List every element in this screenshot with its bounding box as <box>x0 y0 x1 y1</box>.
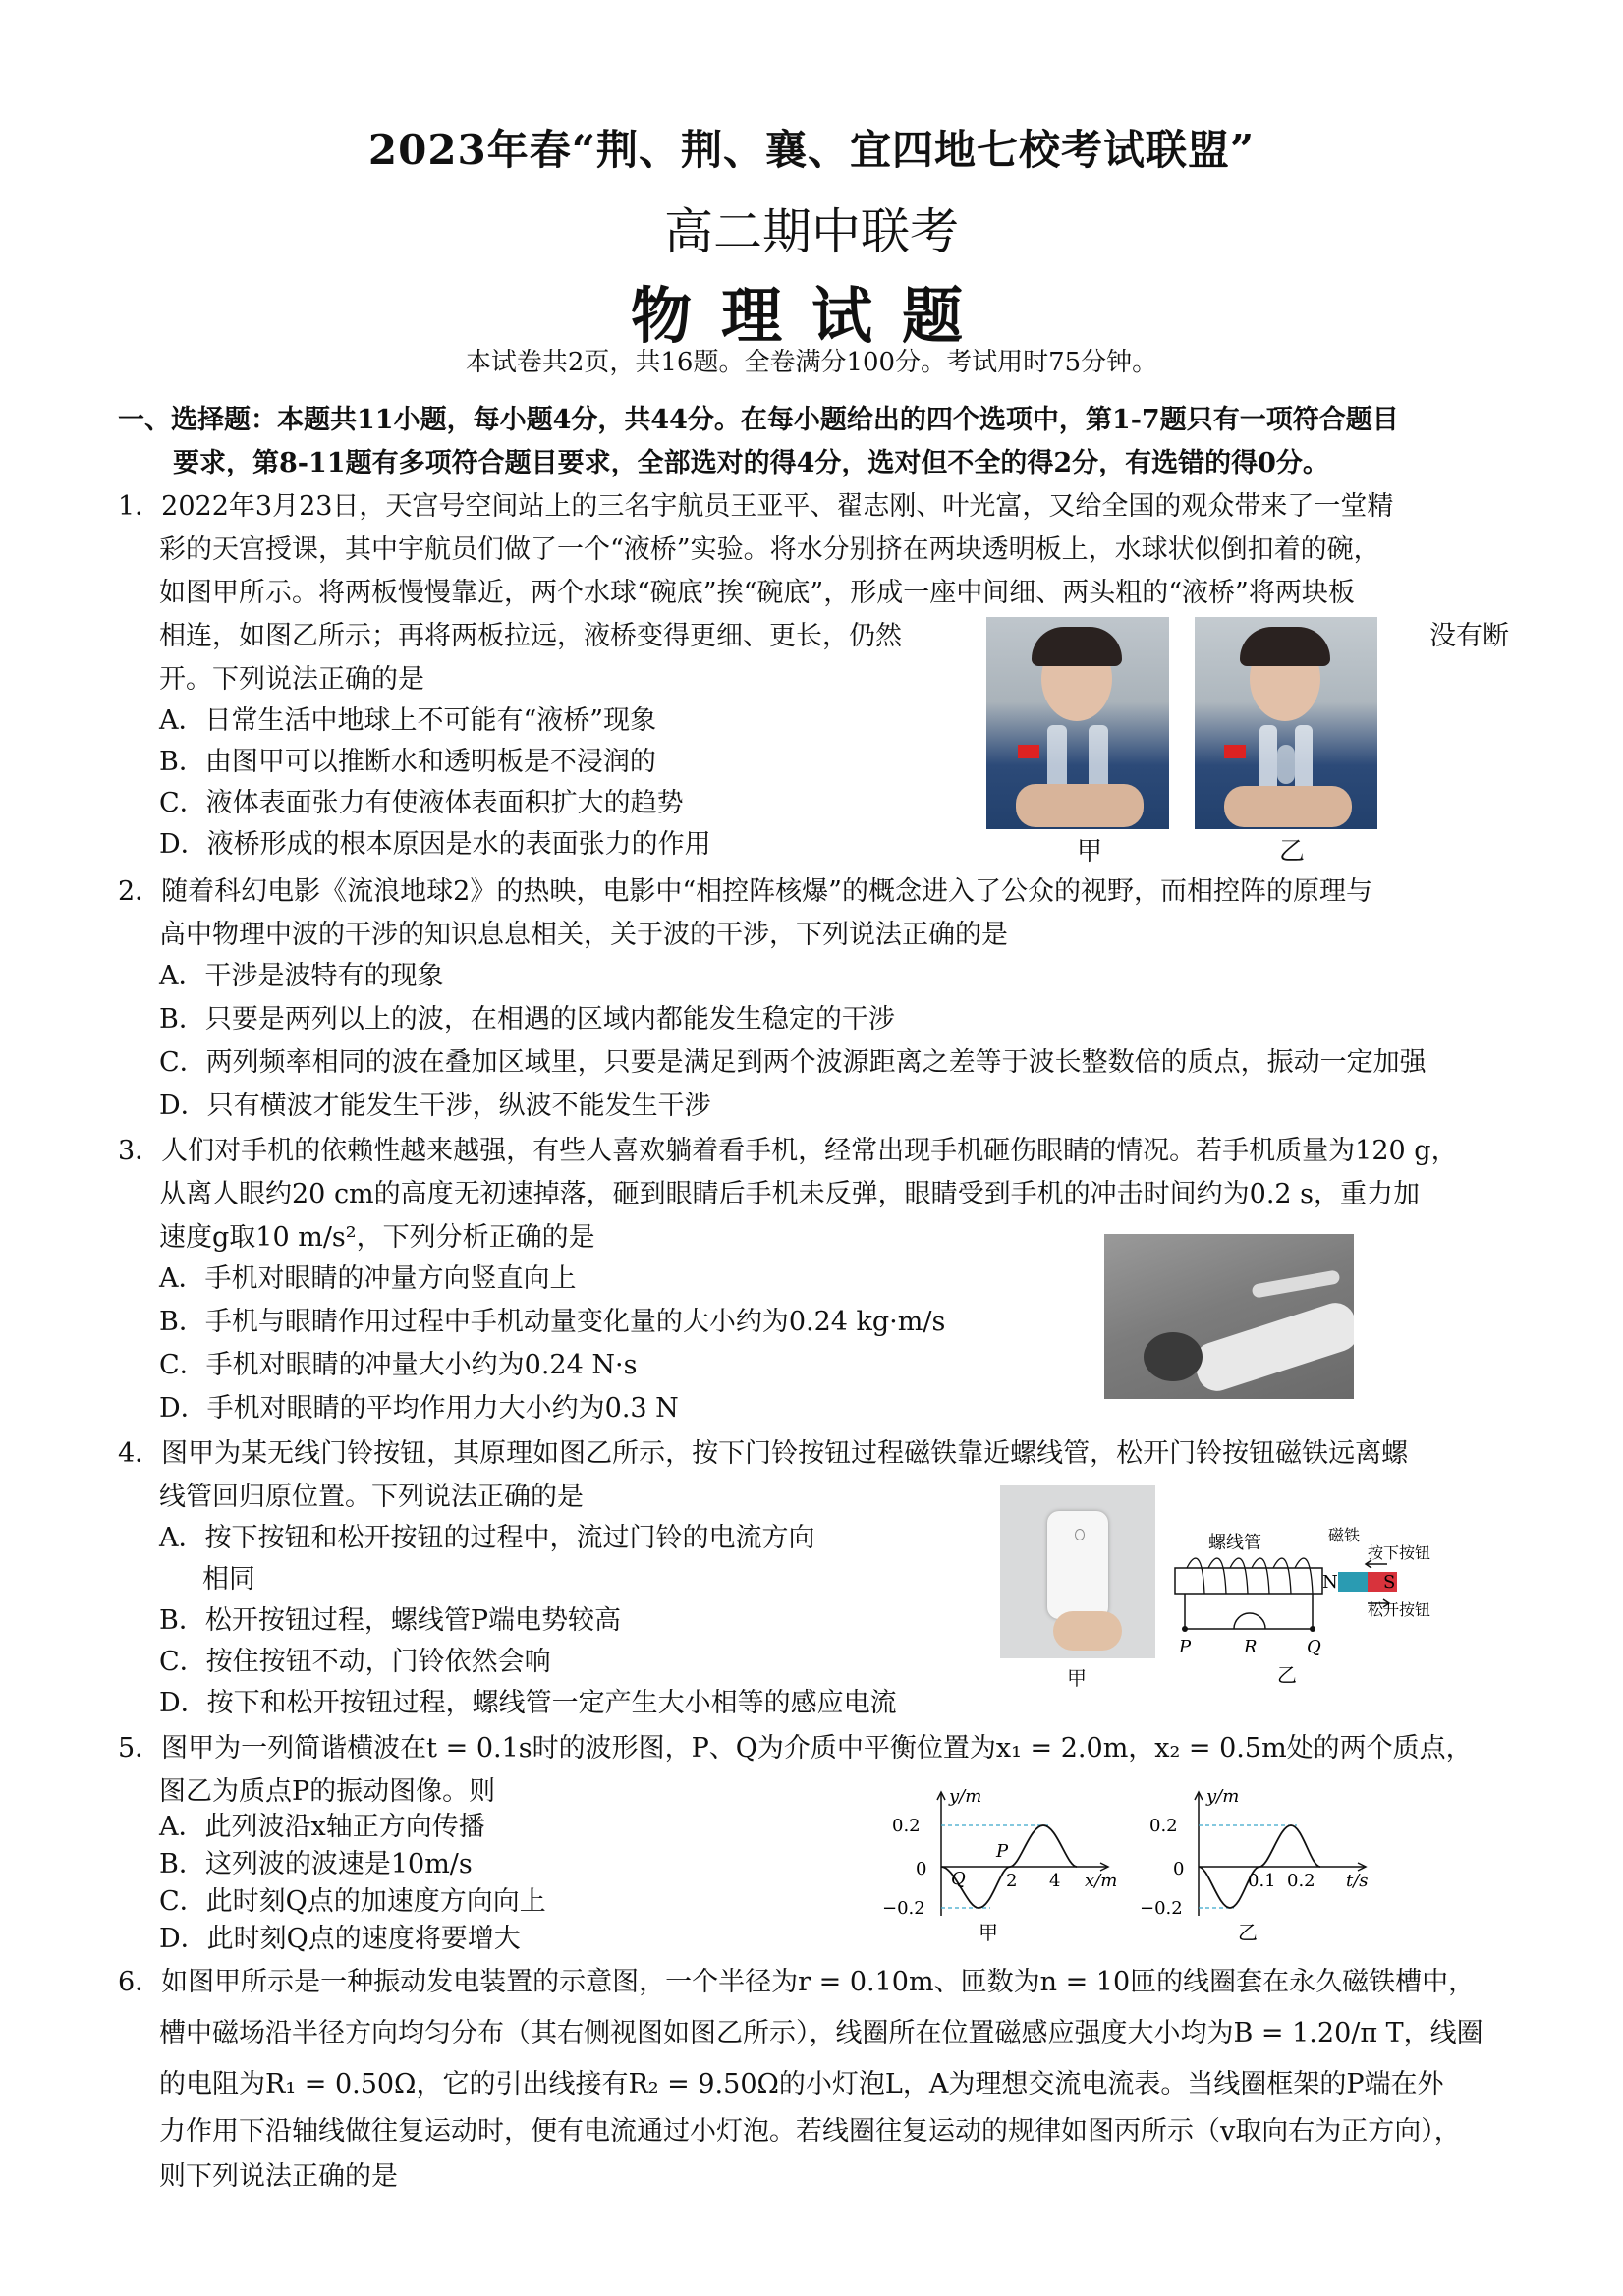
wave-tick-2: 2 <box>1006 1871 1018 1891</box>
solenoid-coil <box>1187 1558 1313 1594</box>
q4-caption-b: 乙 <box>1277 1663 1297 1687</box>
q1-option-d: D．液桥形成的根本原因是水的表面张力的作用 <box>159 829 711 860</box>
q1-caption-b: 乙 <box>1279 837 1306 867</box>
hands-b <box>1224 786 1352 827</box>
wave-graph <box>882 1786 1128 1943</box>
q1-option-a: A．日常生活中地球上不可能有“液桥”现象 <box>159 705 657 736</box>
vib-tick-1: 0.1 <box>1248 1871 1276 1891</box>
q1-line-2: 彩的天宫授课，其中宇航员们做了一个“液桥”实验。将水分别挤在两块透明板上，水球状似倒扣着的碗， <box>159 534 1380 565</box>
label-p: P <box>1179 1637 1192 1657</box>
q1-caption-a: 甲 <box>1077 837 1103 867</box>
exam-subject-title: 物理试题 <box>630 280 992 352</box>
label-r: R <box>1244 1637 1258 1657</box>
wave-origin: 0 <box>916 1859 927 1879</box>
q6-line-2: 槽中磁场沿半径方向均匀分布（其右侧视图如图乙所示），线圈所在位置磁感应强度大小均为B = 1.20/π T，线圈 <box>159 2018 1483 2048</box>
q2-option-a: A．干涉是波特有的现象 <box>159 961 444 991</box>
person-arm <box>1251 1269 1340 1298</box>
wave-caption: 甲 <box>979 1921 998 1943</box>
wave-q-label: Q <box>951 1869 966 1889</box>
q1-line-3: 如图甲所示。将两板慢慢靠近，两个水球“碗底”挨“碗底”，形成一座中间细、两头粗的“液桥”将两块板 <box>159 578 1355 608</box>
finger <box>1053 1611 1122 1651</box>
q3-line-3: 速度g取10 m/s²，下列分析正确的是 <box>159 1222 595 1253</box>
exam-intro: 本试卷共2页，共16题。全卷满分100分。考试用时75分钟。 <box>465 348 1158 377</box>
exam-subtitle: 高二期中联考 <box>664 203 959 260</box>
bell-icon <box>1075 1529 1085 1540</box>
vib-caption: 乙 <box>1238 1921 1258 1943</box>
astronaut-hair-b <box>1240 627 1330 666</box>
wave-x-label: x/m <box>1085 1871 1118 1891</box>
q4-option-d: D．按下和松开按钮过程，螺线管一定产生大小相等的感应电流 <box>159 1688 897 1718</box>
q6-line-3: 的电阻为R₁ = 0.50Ω，它的引出线接有R₂ = 9.50Ω的小灯泡L，A为理想交流电流表。当线圈框架的P端在外 <box>159 2069 1444 2100</box>
q1-option-b: B．由图甲可以推断水和透明板是不浸润的 <box>159 747 656 777</box>
q2-line-2: 高中物理中波的干涉的知识息息相关，关于波的干涉，下列说法正确的是 <box>159 920 1008 950</box>
q5-option-c: C．此时刻Q点的加速度方向向上 <box>159 1886 546 1917</box>
wave-tick-4: 4 <box>1049 1871 1061 1891</box>
q1-line-1: 1．2022年3月23日，天宫号空间站上的三名宇航员王亚平、翟志刚、叶光富，又给全国的观众带来了一堂精 <box>118 491 1394 522</box>
q4-option-a-cont: 相同 <box>202 1564 255 1595</box>
vibration-graph <box>1140 1786 1385 1943</box>
label-q: Q <box>1307 1637 1321 1657</box>
node-p <box>1182 1626 1188 1632</box>
press-label: 按下按钮 <box>1368 1543 1431 1562</box>
vib-y-top: 0.2 <box>1149 1816 1178 1836</box>
q1-line-4: 相连，如图乙所示；再将两板拉远，液桥变得更细、更长，仍然 <box>159 621 902 651</box>
q1-line-5: 开。下列说法正确的是 <box>159 664 424 695</box>
q4-option-c: C．按住按钮不动，门铃依然会响 <box>159 1647 551 1677</box>
q3-option-c: C．手机对眼睛的冲量大小约为0.24 N·s <box>159 1350 638 1380</box>
person-body <box>1189 1298 1354 1396</box>
q1-option-c: C．液体表面张力有使液体表面积扩大的趋势 <box>159 788 684 818</box>
q4-option-b: B．松开按钮过程，螺线管P端电势较高 <box>159 1605 622 1636</box>
magnet-s-label: S <box>1383 1572 1396 1593</box>
q4-caption-a: 甲 <box>1067 1666 1087 1690</box>
q2-option-d: D．只有横波才能发生干涉，纵波不能发生干涉 <box>159 1091 711 1121</box>
q3-line-2: 从离人眼约20 cm的高度无初速掉落，砸到眼睛后手机未反弹，眼睛受到手机的冲击时间约为0.2 s，重力加 <box>159 1179 1421 1209</box>
doorbell-photo <box>1000 1485 1155 1658</box>
magnet-label: 磁铁 <box>1328 1526 1361 1544</box>
vib-y-bot: −0.2 <box>1140 1898 1183 1919</box>
magnet-n-label: N <box>1322 1572 1338 1593</box>
q1-line-4-tail: 没有断 <box>1429 621 1509 651</box>
node-q <box>1310 1626 1315 1632</box>
section-heading-line1: 一、选择题：本题共11小题，每小题4分，共44分。在每小题给出的四个选项中，第1-7题只有一项符合题目 <box>118 405 1399 435</box>
q3-option-b: B．手机与眼睛作用过程中手机动量变化量的大小约为0.24 kg·m/s <box>159 1307 946 1337</box>
coil-label: 螺线管 <box>1208 1533 1261 1553</box>
wave-p-label: P <box>996 1841 1009 1862</box>
liquid-bridge-photo-b <box>1195 617 1377 829</box>
q4-option-a: A．按下按钮和松开按钮的过程中，流过门铃的电流方向 <box>159 1523 815 1553</box>
q5-line-2: 图乙为质点P的振动图像。则 <box>159 1776 496 1807</box>
astronaut-hair-a <box>1032 627 1122 666</box>
q5-option-b: B．这列波的波速是10m/s <box>159 1849 473 1879</box>
magnet-north-half <box>1338 1572 1368 1592</box>
section-heading-line2: 要求，第8-11题有多项符合题目要求，全部选对的得4分，选对但不全的得2分，有选错的得0分。 <box>173 448 1329 478</box>
vib-origin: 0 <box>1173 1859 1185 1879</box>
q2-line-1: 2．随着科幻电影《流浪地球2》的热映，电影中“相控阵核爆”的概念进入了公众的视野，而相控阵的原理与 <box>118 876 1372 907</box>
lying-phone-photo <box>1104 1234 1354 1399</box>
q4-line-1: 4．图甲为某无线门铃按钮，其原理如图乙所示，按下门铃按钮过程磁铁靠近螺线管，松开门铃按钮磁铁远离螺 <box>118 1438 1409 1469</box>
wave-y-label: y/m <box>949 1786 982 1807</box>
vib-tick-2: 0.2 <box>1287 1871 1315 1891</box>
flag-patch-b <box>1224 745 1246 758</box>
bell-r <box>1234 1613 1265 1629</box>
q5-option-a: A．此列波沿x轴正方向传播 <box>159 1812 485 1842</box>
liquid-bridge-photo-a <box>986 617 1169 829</box>
q2-option-b: B．只要是两列以上的波，在相遇的区域内都能发生稳定的干涉 <box>159 1004 895 1035</box>
q5-option-d: D．此时刻Q点的速度将要增大 <box>159 1924 521 1954</box>
q3-line-1: 3．人们对手机的依赖性越来越强，有些人喜欢躺着看手机，经常出现手机砸伤眼睛的情况。若手机质量为120 g， <box>118 1136 1458 1166</box>
person-head <box>1144 1332 1203 1381</box>
q6-line-1: 6．如图甲所示是一种振动发电装置的示意图，一个半径为r = 0.10m、匝数为n = 10匝的线圈套在永久磁铁槽中， <box>118 1967 1476 1997</box>
liquid-bridge-b <box>1277 745 1295 784</box>
solenoid-body <box>1175 1568 1322 1594</box>
release-label: 松开按钮 <box>1368 1600 1431 1619</box>
flag-patch-a <box>1018 745 1039 758</box>
q4-line-2: 线管回归原位置。下列说法正确的是 <box>159 1482 584 1512</box>
vib-y-label: y/m <box>1206 1786 1240 1807</box>
wave-y-bot: −0.2 <box>882 1898 925 1919</box>
doorbell-button <box>1047 1511 1108 1619</box>
q5-line-1: 5．图甲为一列简谐横波在t = 0.1s时的波形图，P、Q为介质中平衡位置为x₁ = 2.0m，x₂ = 0.5m处的两个质点， <box>118 1733 1473 1764</box>
q6-line-5: 则下列说法正确的是 <box>159 2161 398 2192</box>
exam-union-title: 2023年春“荆、荆、襄、宜四地七校考试联盟” <box>367 126 1256 174</box>
vib-x-label: t/s <box>1346 1871 1369 1891</box>
q3-option-d: D．手机对眼睛的平均作用力大小约为0.3 N <box>159 1393 679 1424</box>
hands-a <box>1016 784 1144 827</box>
wave-y-top: 0.2 <box>892 1816 921 1836</box>
q2-option-c: C．两列频率相同的波在叠加区域里，只要是满足到两个波源距离之差等于波长整数倍的质点，振动一定加强 <box>159 1047 1427 1078</box>
solenoid-circuit-diagram <box>1165 1513 1489 1690</box>
q6-line-4: 力作用下沿轴线做往复运动时，便有电流通过小灯泡。若线圈往复运动的规律如图丙所示（v取向右为正方向）， <box>159 2116 1461 2147</box>
q3-option-a: A．手机对眼睛的冲量方向竖直向上 <box>159 1263 577 1294</box>
